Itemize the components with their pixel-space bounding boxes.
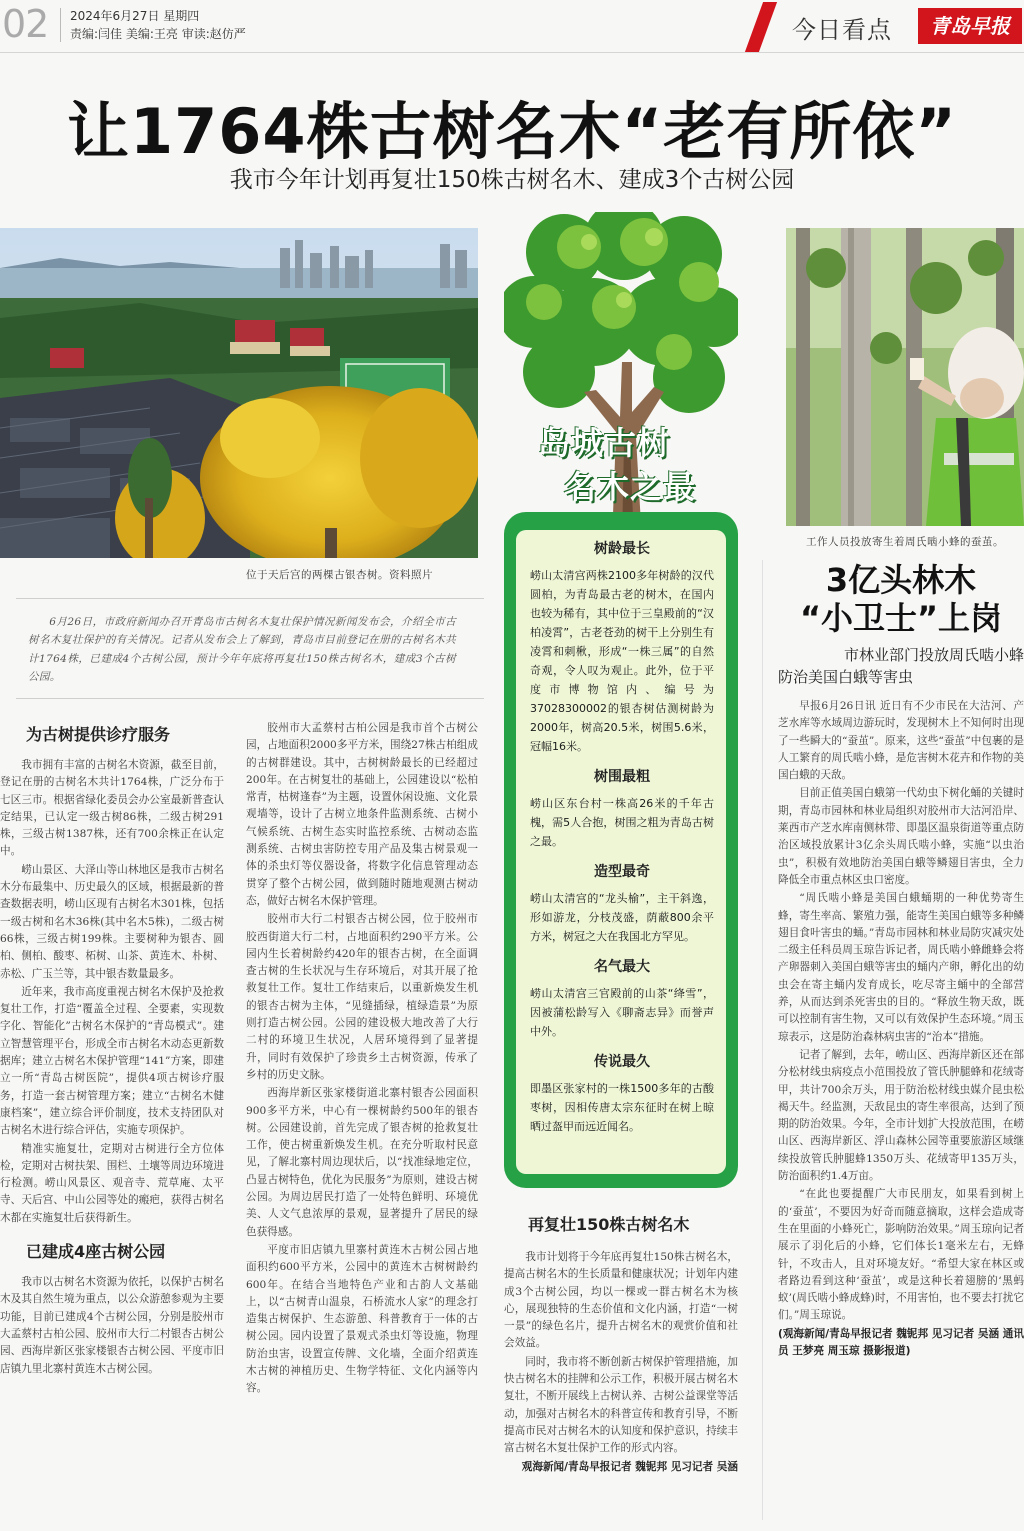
col3-paragraph: 我市计划将于今年底再复壮150株古树名木，提高古树名木的生长质量和健康状况；计划年内建成3个古树公园，均以一棵或一群古树名木为核心，展现独特的生态价值和文化内涵，打造“一树一景”的绿色名片，提升古树名木的观赏价值和社会效益。 — [504, 1251, 738, 1350]
section-label: 今日看点 — [792, 16, 892, 44]
superlative-oldest-text: 崂山太清宫两株2100多年树龄的汉代圆柏，为青岛最古老的树木，在国内也较为稀有，其中位于三皇殿前的“汉柏凌霄”，古老苍劲的树干上分别生有凌霄和刺楸，形成“一株三属”的自然奇观，令人叹为观止。此外，位于平度市博物馆内、编号为37028300002的银杏树估测树龄为2000年，树高20.5米，树围5.6米，冠幅16米。 — [530, 569, 714, 753]
superlative-shape-text: 崂山太清宫的“龙头榆”，主干斜逸，形如游龙，分枝茂盛，荫蔽800余平方米，树冠之大在我国北方罕见。 — [530, 892, 714, 943]
wasp-subtitle-1: 市林业部门投放周氏啮小蜂 — [843, 646, 1024, 664]
tree-panel-content — [516, 530, 726, 1174]
photo1-caption: 位于天后宫的两棵古银杏树。资料照片 — [246, 569, 433, 581]
heading-four-parks: 已建成4座古树公园 — [26, 1242, 166, 1262]
column-4 — [778, 562, 1024, 1360]
lead-top-rule — [16, 598, 484, 599]
col1-paragraph: 我市以古树名木资源为依托，以保护古树名木及其自然生境为重点，以公众游憩参观为主要功能，目前已建成4个古树公园，分别是胶州市大孟蔡村古柏公园、胶州市大行二村银杏古树公园、西海岸新区张家楼银杏古树公园、平度市旧店镇九里北寨村黄连木古树公园。 — [0, 1276, 224, 1375]
header-rule — [0, 52, 1024, 53]
tree-panel-title-1: 岛城古树 — [538, 424, 671, 462]
lead-bottom-rule — [16, 698, 484, 699]
col1-paragraph: 近年来，我市高度重视古树名木保护及抢救复壮工作，打造“覆盖全过程、全要素，实现数字化、智能化”古树名木保护的“青岛模式”。建立智慧管理平台，形成全市古树名木动态更新数据库；建立古树名木保护管理“141”方案，即建立一所“青岛古树医院”，提供4项古树诊疗服务，打造一套古树管理方案；建立“古树名木健康档案”，建立综合评价制度，技术支持团队对古树名木进行综合评估，实施专项保护。 — [0, 985, 224, 1137]
superlative-oldest-title: 树龄最长 — [594, 541, 650, 557]
wasp-title-2: “小卫士”上岗 — [799, 599, 1003, 637]
wasp-title-1: 3亿头林木 — [825, 561, 977, 599]
lead-paragraph: 6月26日，市政府新闻办召开青岛市古树名木复壮保护情况新闻发布会，介绍全市古树名木复壮保护的有关情况。记者从发布会上了解到，青岛市目前登记在册的古树名木共计1764株，已建成4个古树公园，预计今年年底将再复壮150株古树名木，建成3个古树公园。 — [28, 616, 456, 683]
col2-paragraph: 胶州市大孟蔡村古柏公园是我市首个古树公园，占地面积2000多平方米，围绕27株古柏组成的古树群建设。其中，古树树龄最长的已经超过200年。在古树复壮的基础上，公园建设以“松柏常青，枯树逢春”为主题，设置休闲设施、文化景观墙等，设计了古树立地条件监测系统、古树小气候系统、古树生态实时监控系统、古树动态监测系统、古树虫害防控专用产品及集古树景观一体的杀虫灯等仪器设备，将数字化信息管理动态贯穿了整个古树公园，做到随时随地观测古树动态，做好古树名木保护管理。 — [246, 722, 478, 907]
tree-infographic — [504, 212, 738, 1188]
photo-cocoon-worker — [786, 228, 1024, 526]
col4-paragraph: “在此也要提醒广大市民朋友，如果看到树上的‘蚕茧’，不要因为好奇而随意摘取，这样会造成寄生在里面的小蜂死亡，影响防治效果。”周玉琼向记者展示了羽化后的小蜂，它们体长1毫米左右，无蜂针，不攻击人，且对环境友好。“希望大家在林区或者路边看到这种‘蚕茧’，或是这种长着翅膀的‘黑蚂蚁’(周氏啮小蜂成蜂)时，不用害怕，也不要去打扰它们。”周玉琼说。 — [778, 1188, 1024, 1322]
subheadline: 我市今年计划再复壮150株古树名木、建成3个古树公园 — [229, 167, 795, 193]
photo-worker-illustration — [786, 228, 1024, 526]
column-1 — [0, 720, 224, 1379]
photo-ginkgo-trees — [0, 228, 478, 558]
col1-paragraph: 我市拥有丰富的古树名木资源，截至目前，登记在册的古树名木共计1764株，广泛分布于七区三市。根据省绿化委员会办公室最新普查认定结果，已认定一级古树86株，二级古树291株，三级古树1387株，还有700余株正在认定中。 — [0, 759, 224, 858]
col4-paragraph: “周氏啮小蜂是美国白蛾蛹期的一种优势寄生蜂，寄生率高、繁殖力强，能寄生美国白蛾等多种鳞翅目食叶害虫的蛹。”青岛市园林和林业局防灾减灾处二级主任科员周玉琼告诉记者，周氏啮小蜂雌蜂会将产卵器刺入美国白蛾等害虫的蛹内产卵，孵化出的幼虫会在寄主蛹内发育成长，吃尽寄主蛹中的全部营养，从而达到杀死害虫的目的。“释放生物天敌，既可以控制有害生物，又可以有效保护生态环境。”周玉琼表示，这是防治森林病虫害的“治本”措施。 — [778, 892, 1024, 1043]
superlative-shape-title: 造型最奇 — [594, 864, 650, 880]
page-header — [0, 0, 1024, 52]
superlative-thickest-title: 树围最粗 — [594, 769, 650, 785]
col4-paragraph: 记者了解到，去年，崂山区、西海岸新区还在部分松材线虫病疫点小范围投放了管氏肿腿蜂和花绒寄甲，共计700余万头，用于防治松材线虫媒介昆虫松褐天牛。经监测，天敌昆虫的寄生率很高，达到了预期的防治效果。今年，全市计划扩大投放范围，在崂山区、西海岸新区、浮山森林公园等重要旅游区域继续投放管氏肿腿蜂1350万头、花绒寄甲135万头，防治面积约1.4万亩。 — [778, 1048, 1024, 1183]
issue-date: 2024年6月27日 星期四 — [70, 9, 200, 23]
headline: 让1764株古树名木“老有所依” — [66, 95, 958, 168]
col1-paragraph: 崂山景区、大泽山等山林地区是我市古树名木分布最集中、历史最久的区域，根据最新的普查数据表明，崂山区现有古树名木301株，包括一级古树和名木36株(其中名木5株)，二级古树66株，三级古树199株。主要树种为银杏、圆柏、侧柏、酸枣、柘树、山茶、黄连木、朴树、赤松、广玉兰等，其中银杏数量最多。 — [0, 863, 224, 980]
superlative-thickest-text: 崂山区东台村一株高26米的千年古槐，需5人合抱，树围之粗为青岛古树之最。 — [530, 797, 714, 848]
wasp-subtitle-2: 防治美国白蛾等害虫 — [778, 668, 914, 686]
col4-paragraph: 早报6月26日讯 近日有不少市民在大沽河、产芝水库等水域周边游玩时，发现树木上不知何时出现了一些瞬大的“蚕茧”。原来，这些“蚕茧”中包裹的是人工繁育的周氏啮小蜂，是危害树木花卉和作物的美国白蛾的天敌。 — [778, 700, 1024, 782]
col1-paragraph: 精准实施复壮，定期对古树进行全方位体检，定期对古树扶架、围栏、土壤等周边环境进行检测。崂山风景区、观音寺、荒草庵、太平寺、天后宫、中山公园等处的瘢疤，获得古树名木都在实施复壮后获得新生。 — [0, 1142, 224, 1224]
page-number: 02 — [2, 2, 49, 46]
superlative-famous-text: 崂山太清宫三官殿前的山茶“绛雪”，因被蒲松龄写入《聊斋志异》而誉声中外。 — [530, 987, 714, 1038]
column-2 — [246, 720, 478, 1399]
header-divider — [60, 8, 61, 42]
col3-paragraph: 同时，我市将不断创新古树保护管理措施，加快古树名木的挂牌和公示工作，积极开展古树名木复壮，不断开展线上古树认养、古树公益课堂等活动，加强对古树名木的科普宣传和教育引导，不断提高市民对古树名木的认知度和保护意识，持续丰富古树名木复壮保护工作的形式内容。 — [504, 1355, 738, 1455]
tree-panel-title-2: 名木之最 — [564, 468, 697, 506]
col3-byline: 观海新闻/青岛早报记者 魏铌邦 见习记者 吴涵 — [521, 1460, 738, 1473]
superlative-legend-text: 即墨区张家村的一株1500多年的古酸枣树，因相传唐太宗东征时在树上晾晒过盔甲而远近闻名。 — [530, 1082, 714, 1133]
photo2-caption: 工作人员投放寄生着周氏啮小蜂的蚕茧。 — [806, 536, 1004, 548]
column-divider — [762, 560, 763, 1520]
photo-ginkgo-illustration — [0, 228, 478, 558]
col4-paragraph: 目前正值美国白蛾第一代幼虫下树化蛹的关键时期，青岛市园林和林业局组织对胶州市大沽河沿岸、莱西市产芝水库南侧林带、即墨区温泉街道等重点防治区域投放累计3亿余头周氏啮小蜂，实施“以虫治虫”，积极有效地防治美国白蛾等鳞翅目害虫，全力降低全市重点林区虫口密度。 — [778, 787, 1024, 886]
header-slash — [745, 2, 777, 52]
superlative-famous-title: 名气最大 — [594, 959, 650, 975]
editor-credits: 责编:闫佳 美编:王亮 审读:赵仿严 — [70, 27, 246, 41]
col2-paragraph: 平度市旧店镇九里寨村黄连木古树公园占地面积约600平方米，公园中的黄连木古树树龄约600年。在结合当地特色产业和古韵人文基础上，以“古树青山温泉，石桥流水人家”的理念打造集古树保护、生态游憩、科普教育于一体的古树公园。园内设置了景观式杀虫灯等设施，物理防治虫害，设置宣传牌、文化墙，全面介绍黄连木古树的神植历史、生物学特征、文化内涵等内容。 — [246, 1243, 478, 1395]
brand-logo: 青岛早报 — [918, 8, 1022, 44]
superlative-legend-title: 传说最久 — [594, 1054, 650, 1070]
col2-paragraph: 胶州市大行二村银杏古树公园，位于胶州市胶西街道大行二村，占地面积约290平方米。公园内生长着树龄约420年的银杏古树，在全面调查古树的生长状况与生存环境后，对其开展了抢救复壮工作。复壮工作结束后，以重新焕发生机的银杏古树为主体，“见缝插绿，植绿造景”为原则打造古树公园。公园的建设极大地改善了大行二村的环境卫生状况，人居环境得到了显著提升，同时有效保护了珍贵乡土古树资源，传承了乡村的历史文脉。 — [246, 913, 478, 1081]
col2-paragraph: 西海岸新区张家楼街道北寨村银杏公园面积900多平方米，中心有一棵树龄约500年的银杏树。公园建设前，首先完成了银杏树的抢救复壮工作，使古树重新焕发生机。在充分听取村民意见，了解北寨村周边现状后，以“找准绿地定位，凸显古树特色，优化为民服务”为原则，建设古树公园。为周边居民打造了一处特色鲜明、环境优美、人文气息浓厚的景观，显著提升了居民的绿色获得感。 — [246, 1087, 478, 1238]
heading-rejuvenate-150: 再复壮150株古树名木 — [528, 1215, 690, 1234]
column-3 — [504, 1212, 738, 1476]
heading-diagnosis-service: 为古树提供诊疗服务 — [26, 725, 171, 744]
col4-byline: (观海新闻/青岛早报记者 魏铌邦 见习记者 吴涵 通讯员 王梦亮 周玉琼 摄影报道) — [778, 1327, 1024, 1357]
